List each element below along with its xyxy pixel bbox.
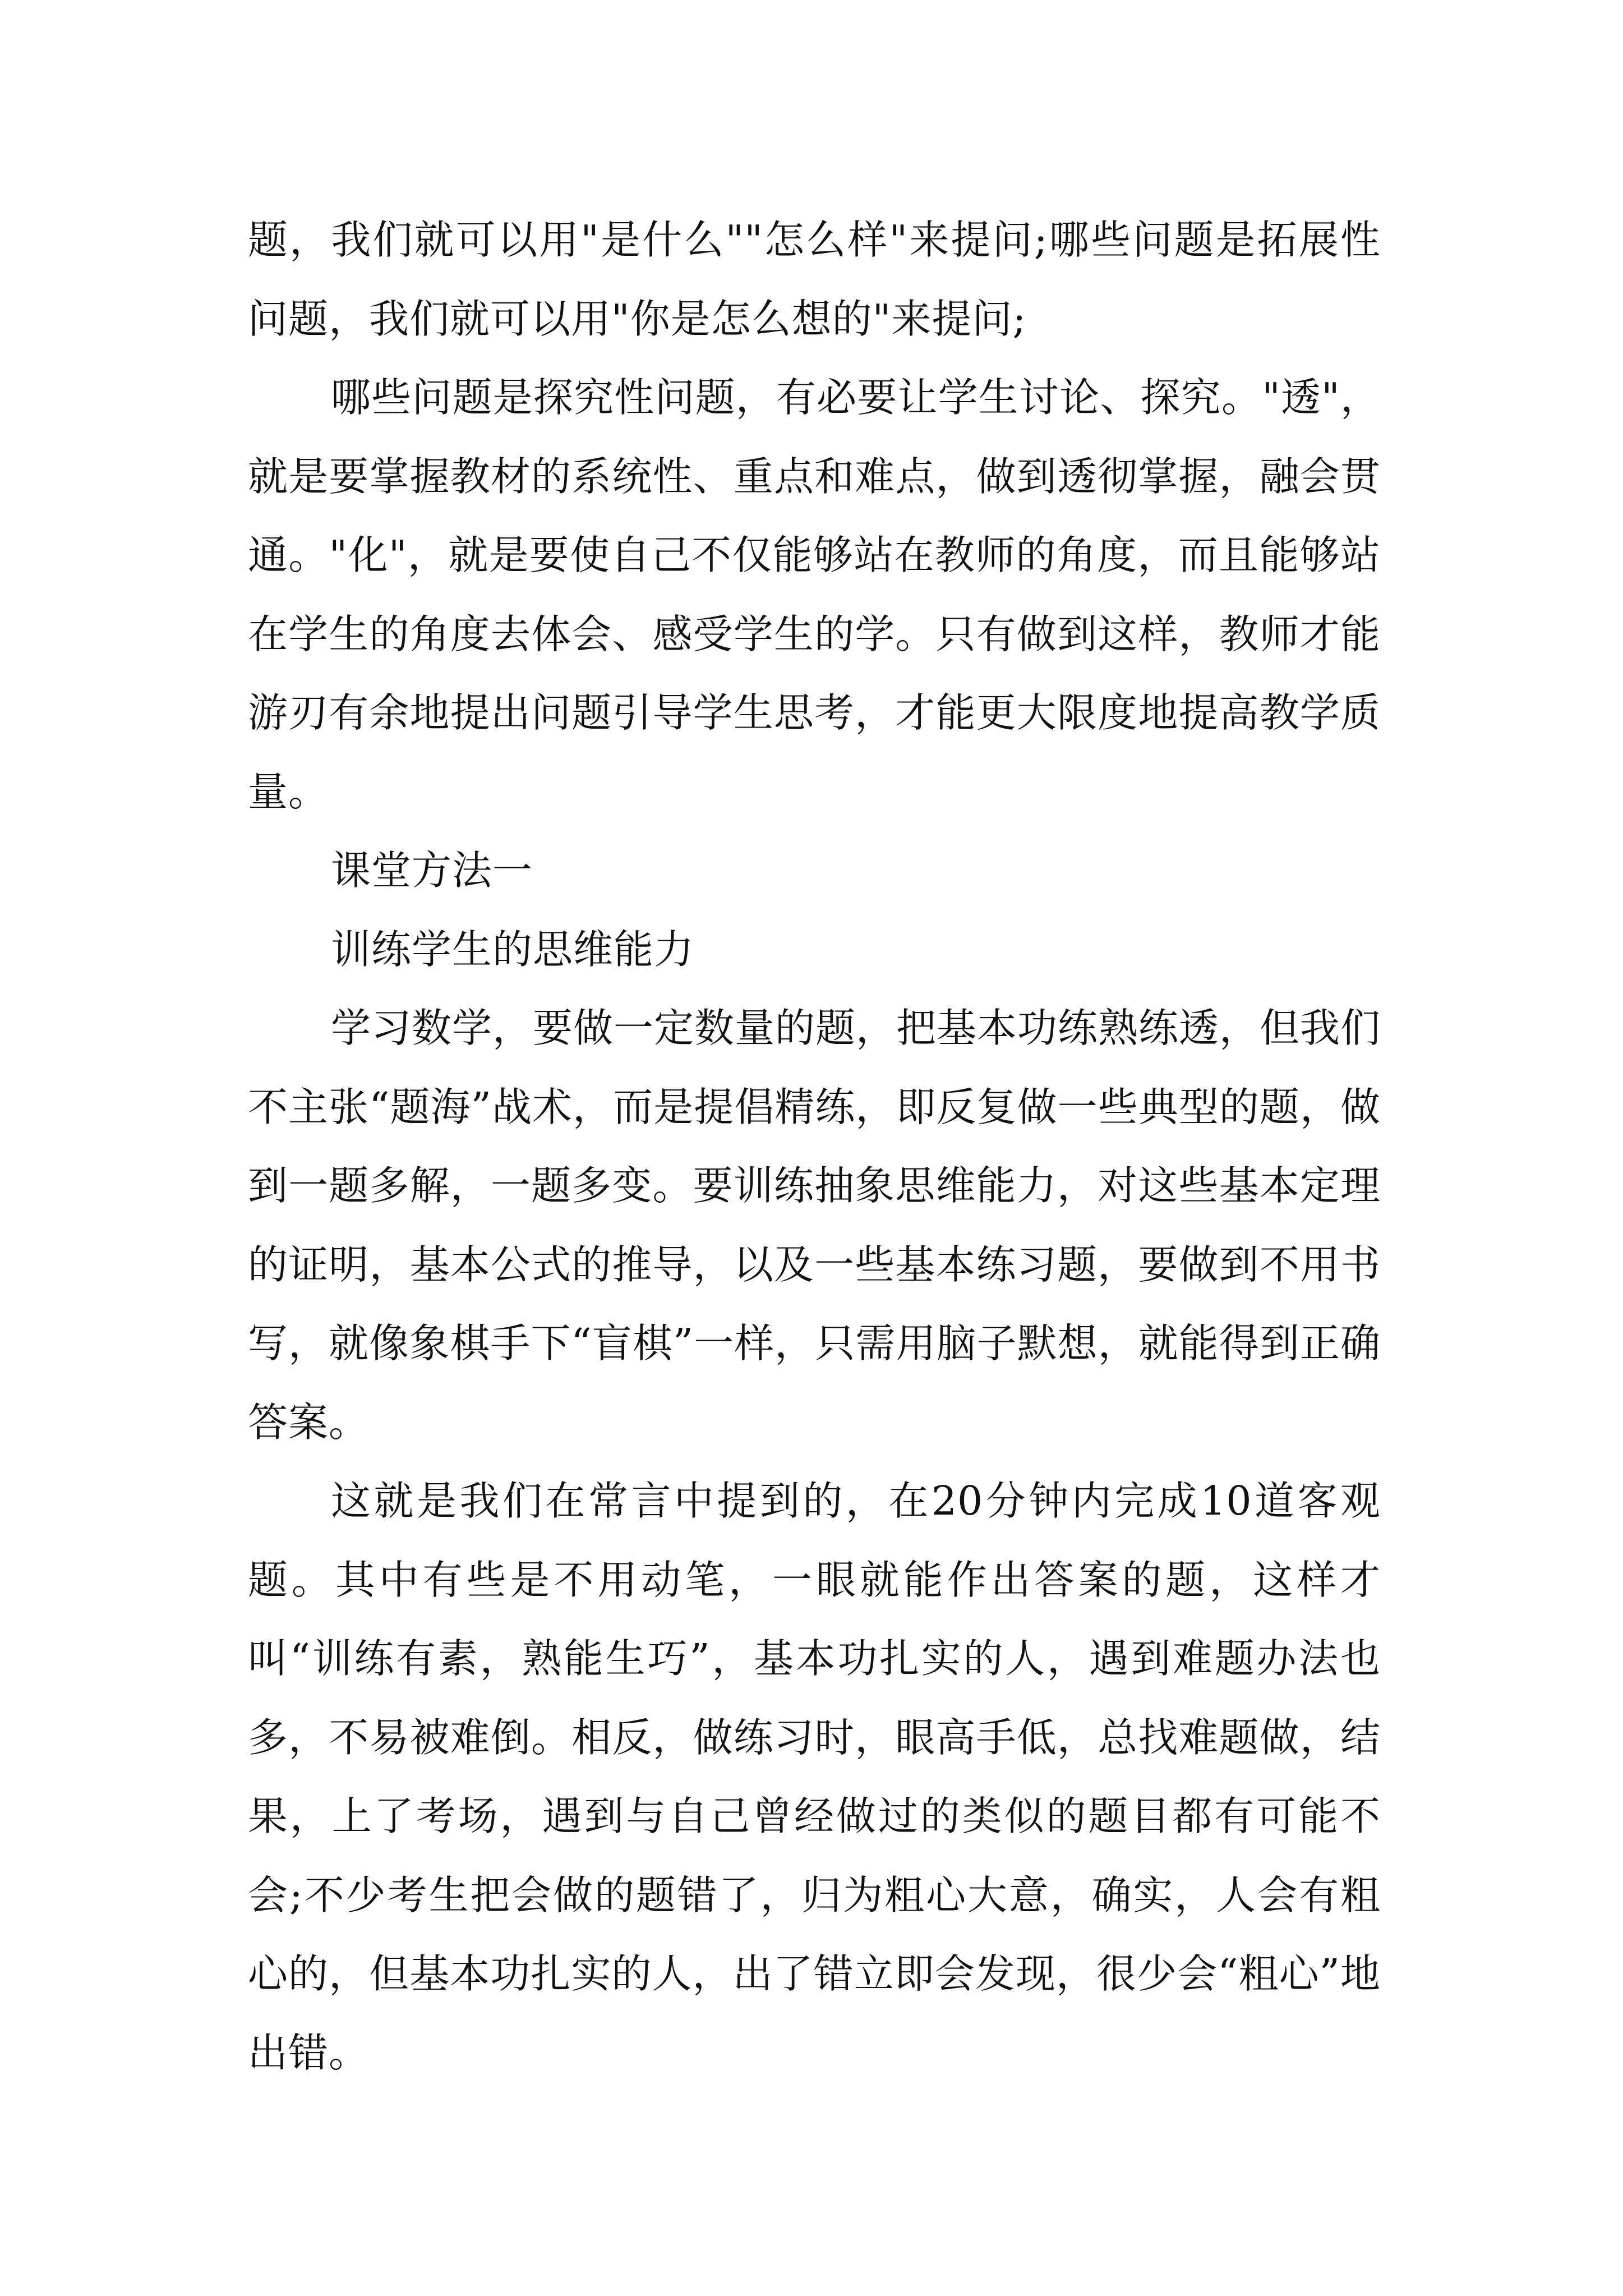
paragraph-explanation: 哪些问题是探究性问题，有必要让学生讨论、探究。"透"，就是要掌握教材的系统性、重点和难点，做到透彻掌握，融会贯通。"化"，就是要使自己不仅能够站在教师的角度，而且能够站在学生的角度去体会、感受学生的学。只有做到这样，教师才能游刃有余地提出问题引导学生思考，才能更大限度地提高教学质量。 [248,374,1381,815]
section-heading: 课堂方法一 [331,847,533,894]
section-subheading: 训练学生的思维能力 [331,926,695,973]
paragraph-example: 这就是我们在常言中提到的，在20分钟内完成10道客观题。其中有些是不用动笔，一眼就能作出答案的题，这样才叫“训练有素，熟能生巧”，基本功扎实的人，遇到难题办法也多，不易被难倒。相反，做练习时，眼高手低，总找难题做，结果，上了考场，遇到与自己曾经做过的类似的题目都有可能不会;不少考生把会做的题错了，归为粗心大意，确实，人会有粗心的，但基本功扎实的人，出了错立即会发现，很少会“粗心”地出错。 [248,1478,1381,2076]
paragraph-practice: 学习数学，要做一定数量的题，把基本功练熟练透，但我们不主张“题海”战术，而是提倡精练，即反复做一些典型的题，做到一题多解，一题多变。要训练抽象思维能力，对这些基本定理的证明，基本公式的推导，以及一些基本练习题，要做到不用书写，就像象棋手下“盲棋”一样，只需用脑子默想，就能得到正确答案。 [248,1005,1381,1446]
body-text [248,201,1381,2092]
paragraph-continuation: 题，我们就可以用"是什么""怎么样"来提问;哪些问题是拓展性问题，我们就可以用"你是怎么想的"来提问; [248,217,1381,342]
